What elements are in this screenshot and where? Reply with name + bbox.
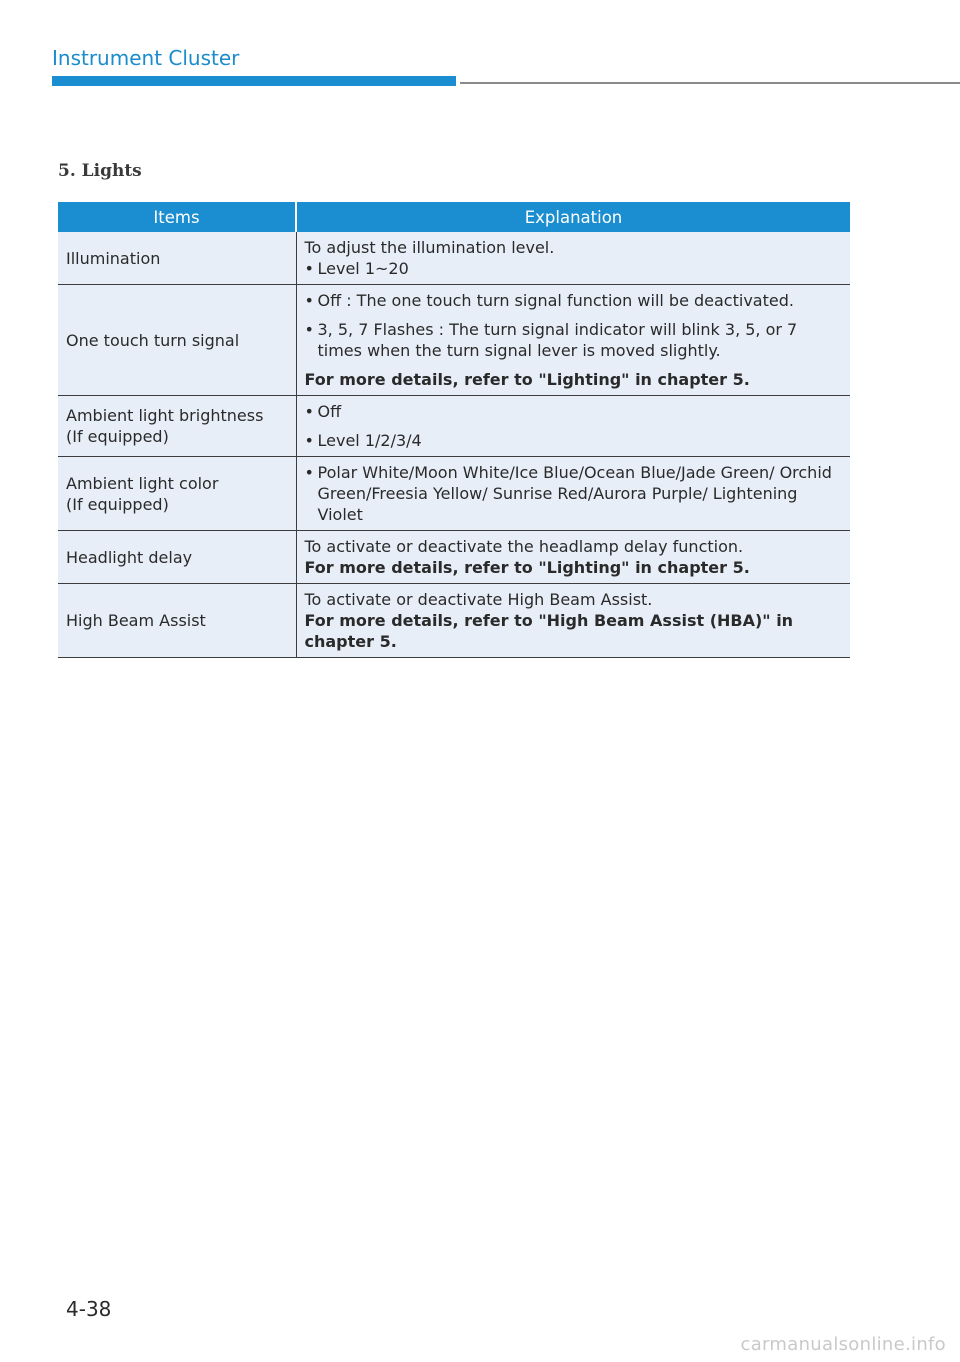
bullet-item: • Level 1/2/3/4	[305, 430, 843, 451]
explanation-cell	[296, 285, 850, 396]
explanation-cell	[296, 396, 850, 457]
bullet-item: • Off	[305, 401, 843, 422]
item-cell	[58, 584, 296, 658]
table-row	[58, 232, 850, 285]
section-title: 5. Lights	[58, 161, 142, 181]
reference-note: For more details, refer to "Lighting" in chapter 5.	[304, 558, 750, 577]
item-cell	[58, 531, 296, 584]
table-row	[58, 531, 850, 584]
column-header-explanation: Explanation	[296, 202, 850, 232]
item-label: Ambient light color	[66, 473, 219, 493]
item-label: One touch turn signal	[66, 330, 240, 350]
bullet-item: • Off : The one touch turn signal function will be deactivated.	[305, 290, 843, 311]
bullet-item: • Level 1~20	[305, 258, 843, 279]
table-body	[58, 232, 850, 658]
page-number: 4-38	[66, 1297, 112, 1321]
reference-note: For more details, refer to "High Beam Assist (HBA)" in chapter 5.	[304, 611, 794, 651]
bullet-item: • 3, 5, 7 Flashes : The turn signal indicator will blink 3, 5, or 7 times when the turn signal lever is moved slightly.	[305, 319, 843, 361]
column-header-items: Items	[58, 202, 296, 232]
table-row	[58, 584, 850, 658]
reference-note: For more details, refer to "Lighting" in chapter 5.	[304, 370, 750, 389]
header-accent-bar	[52, 76, 456, 86]
table-row	[58, 457, 850, 531]
table-row	[58, 396, 850, 457]
item-cell	[58, 285, 296, 396]
explanation-text: To activate or deactivate the headlamp delay function.	[304, 537, 744, 556]
item-label: (If equipped)	[66, 494, 169, 514]
bullet-item: • Polar White/Moon White/Ice Blue/Ocean Blue/Jade Green/ Orchid Green/Freesia Yellow/ Sunrise Red/Aurora Purple/ Lightening Violet	[305, 462, 843, 525]
lights-table	[58, 202, 850, 658]
item-label: Headlight delay	[66, 547, 193, 567]
item-cell	[58, 232, 296, 285]
explanation-cell	[296, 232, 850, 285]
item-label: High Beam Assist	[66, 611, 206, 630]
watermark: carmanualsonline.info	[740, 1334, 946, 1355]
explanation-text: To activate or deactivate High Beam Assist.	[304, 590, 653, 609]
item-cell	[58, 396, 296, 457]
table-row	[58, 285, 850, 396]
item-label: (If equipped)	[66, 427, 169, 446]
chapter-title: Instrument Cluster	[52, 46, 240, 70]
table-header-row	[58, 202, 850, 232]
item-label: Illumination	[66, 248, 161, 268]
header-rule	[460, 82, 960, 84]
explanation-cell	[296, 584, 850, 658]
item-label: Ambient light brightness	[66, 406, 264, 425]
explanation-text: To adjust the illumination level.	[304, 238, 555, 257]
explanation-cell	[296, 531, 850, 584]
explanation-cell	[296, 457, 850, 531]
item-cell	[58, 457, 296, 531]
